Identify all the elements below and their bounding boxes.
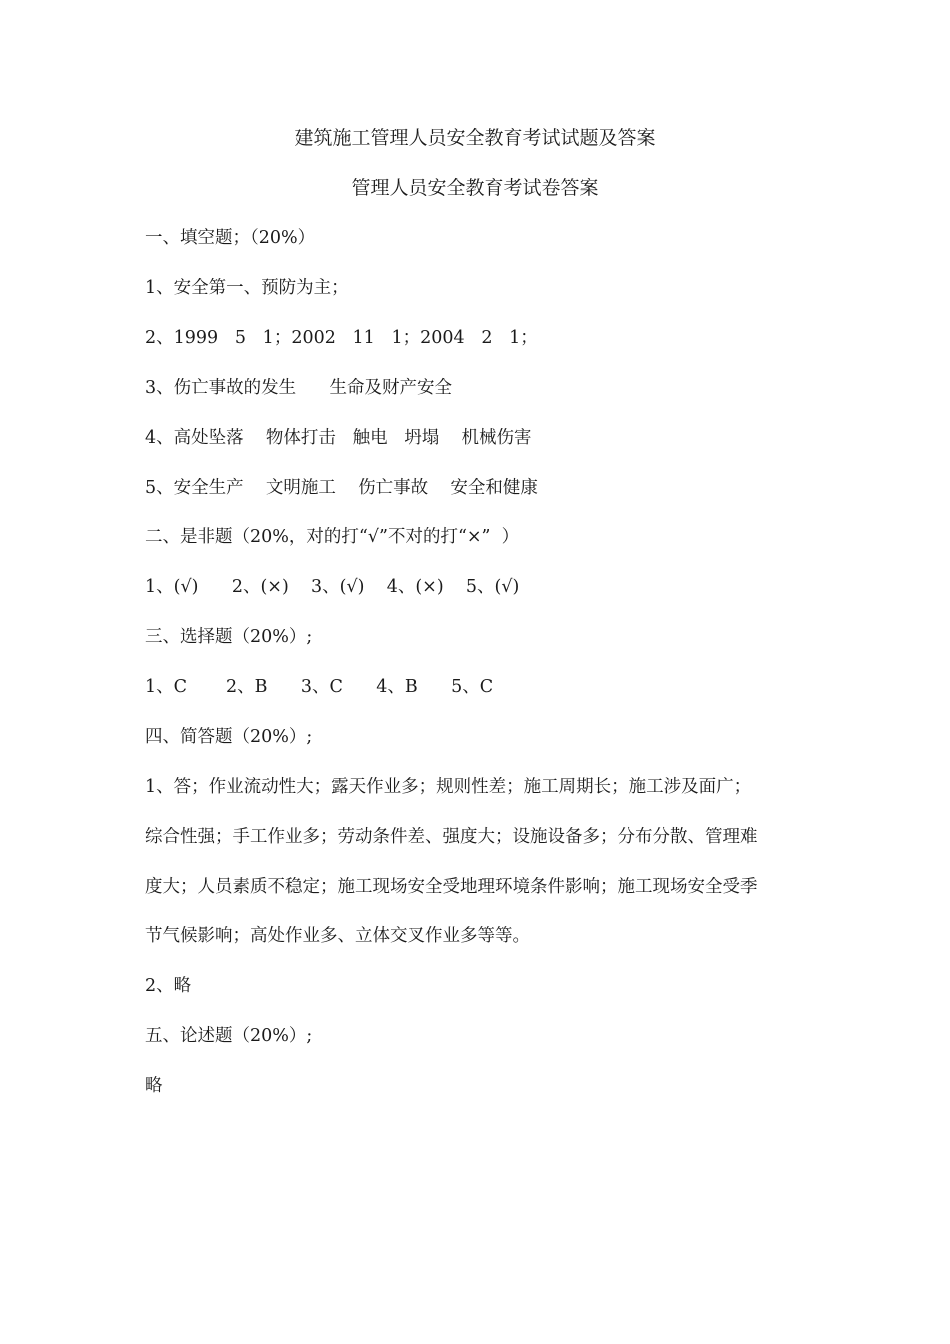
section-heading-essay: 五、论述题（20%）; <box>145 1026 313 1046</box>
answer-line: 2、1999 5 1；2002 11 1；2004 2 1； <box>145 328 538 348</box>
section-heading-true-false: 二、是非题（20%，对的打“√”不对的打“×” ） <box>145 527 520 547</box>
document-title: 建筑施工管理人员安全教育考试试题及答案 <box>294 127 656 149</box>
answer-line: 1、安全第一、预防为主； <box>145 278 349 298</box>
section-heading-fill-in: 一、填空题；（20%） <box>145 228 316 248</box>
section-heading-short-answer: 四、简答题（20%）; <box>145 727 313 747</box>
answer-line: 略 <box>145 1076 163 1096</box>
answer-line: 4、高处坠落 物体打击 触电 坍塌 机械伤害 <box>145 428 532 448</box>
paragraph-line: 节气候影响；高处作业多、立体交叉作业多等等。 <box>145 926 530 946</box>
answer-line: 5、安全生产 文明施工 伤亡事故 安全和健康 <box>145 478 538 498</box>
paragraph-line: 1、答；作业流动性大；露天作业多；规则性差；施工周期长；施工涉及面广； <box>145 777 752 797</box>
paragraph-line: 度大；人员素质不稳定；施工现场安全受地理环境条件影响；施工现场安全受季 <box>145 877 758 897</box>
answer-line: 2、略 <box>145 976 192 996</box>
paragraph-line: 综合性强；手工作业多；劳动条件差、强度大；设施设备多；分布分散、管理难 <box>145 827 758 847</box>
document-subtitle: 管理人员安全教育考试卷答案 <box>351 177 599 199</box>
answer-line: 3、伤亡事故的发生 生命及财产安全 <box>145 378 453 398</box>
answer-line: 1、(√) 2、(×) 3、(√) 4、(×) 5、(√) <box>145 577 520 597</box>
answer-line: 1、C 2、B 3、C 4、B 5、C <box>145 677 494 697</box>
section-heading-multiple-choice: 三、选择题（20%）; <box>145 627 313 647</box>
